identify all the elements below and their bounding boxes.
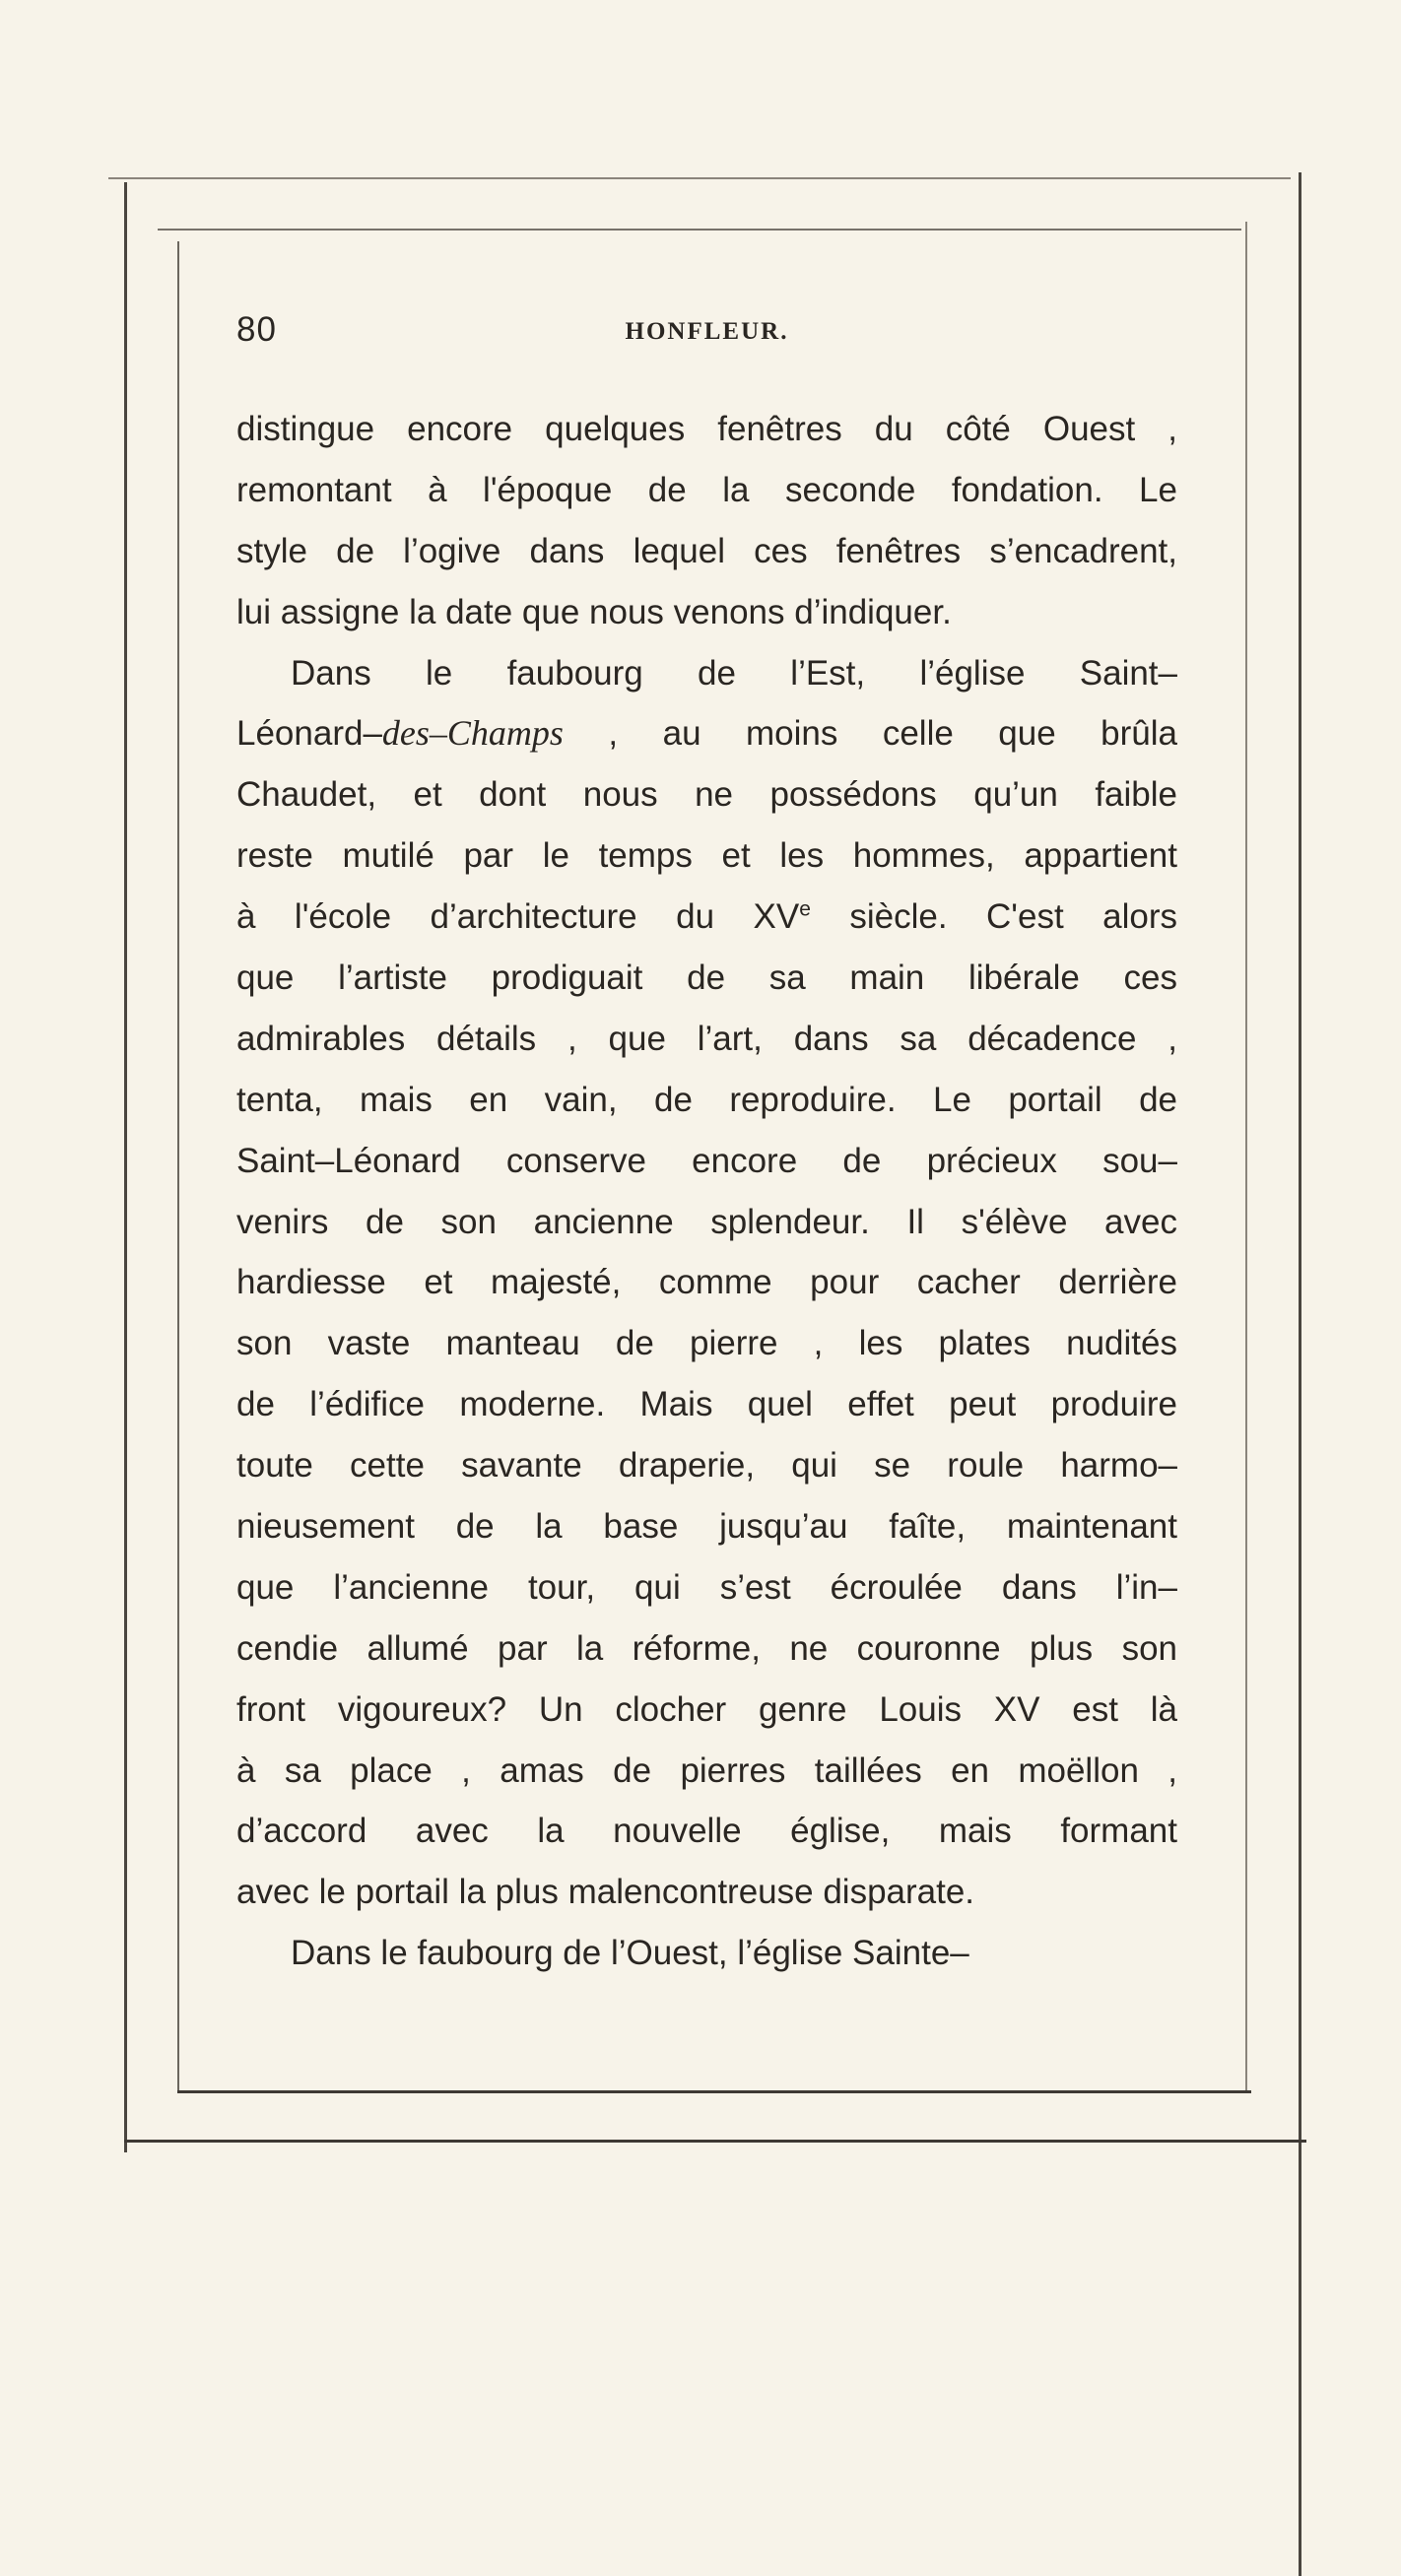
- text-line: style de l’ogive dans lequel ces fenêtres s’encadrent,: [236, 531, 1177, 570]
- text-line: Dans le faubourg de l’Est, l’église Saint–: [291, 653, 1177, 693]
- page-number: 80: [236, 310, 277, 349]
- text-line: nieusement de la base jusqu’au faîte, maintenant: [236, 1507, 1177, 1547]
- text-line: que l’artiste prodiguait de sa main libérale ces: [236, 958, 1177, 998]
- frame-line-left-outer: [124, 182, 127, 2152]
- frame-line-right-outer: [1299, 172, 1301, 2576]
- body-text: [236, 399, 1177, 1984]
- text-line: lui assigne la date que nous venons d’indiquer.: [236, 592, 952, 631]
- text-line: reste mutilé par le temps et les hommes, appartient: [236, 836, 1177, 876]
- text-line: Saint–Léonard conserve encore de précieux sou–: [236, 1141, 1177, 1180]
- text-line: tenta, mais en vain, de reproduire. Le portail de: [236, 1080, 1177, 1119]
- text-line: Dans le faubourg de l’Ouest, l’église Sainte–: [291, 1934, 969, 1973]
- running-title: HONFLEUR.: [625, 318, 789, 345]
- italic-text: des–Champs: [381, 713, 564, 754]
- text-line: toute cette savante draperie, qui se roule harmo–: [236, 1446, 1177, 1486]
- text-line: admirables détails , que l’art, dans sa décadence ,: [236, 1019, 1177, 1058]
- text-line: cendie allumé par la réforme, ne couronne plus son: [236, 1628, 1177, 1668]
- superscript: e: [799, 897, 811, 921]
- text-line: de l’édifice moderne. Mais quel effet peut produire: [236, 1385, 1177, 1424]
- text-line: avec le portail la plus malencontreuse disparate.: [236, 1873, 975, 1912]
- frame-line-right-inner: [1245, 222, 1247, 2093]
- frame-line-top-outer: [108, 177, 1291, 179]
- text-run: à l'école d’architecture du XV: [236, 897, 800, 937]
- text-line: remontant à l'époque de la seconde fondation. Le: [236, 470, 1177, 509]
- frame-line-left-inner: [177, 241, 179, 2093]
- page-header: [236, 310, 1177, 360]
- frame-line-top-inner: [158, 229, 1241, 231]
- text-line: distingue encore quelques fenêtres du côté Ouest ,: [236, 410, 1177, 448]
- text-line: [236, 703, 1177, 764]
- text-line: Chaudet, et dont nous ne possédons qu’un faible: [236, 775, 1177, 815]
- text-line: à sa place , amas de pierres taillées en moëllon ,: [236, 1750, 1177, 1790]
- frame-line-bottom-outer: [124, 2140, 1306, 2143]
- text-line: [236, 887, 1177, 948]
- text-line: front vigoureux? Un clocher genre Louis XV est là: [236, 1689, 1177, 1729]
- text-run: Léonard–: [236, 714, 382, 754]
- text-run: , au moins celle que brûla: [563, 714, 1177, 754]
- text-line: que l’ancienne tour, qui s’est écroulée dans l’in–: [236, 1567, 1177, 1607]
- text-run: siècle. C'est alors: [810, 897, 1178, 937]
- text-line: d’accord avec la nouvelle église, mais formant: [236, 1812, 1177, 1851]
- text-line: son vaste manteau de pierre , les plates nudités: [236, 1324, 1177, 1363]
- frame-line-bottom-inner: [177, 2090, 1251, 2093]
- text-line: venirs de son ancienne splendeur. Il s'élève avec: [236, 1202, 1177, 1241]
- book-page: [236, 310, 1177, 1984]
- text-line: hardiesse et majesté, comme pour cacher derrière: [236, 1263, 1177, 1302]
